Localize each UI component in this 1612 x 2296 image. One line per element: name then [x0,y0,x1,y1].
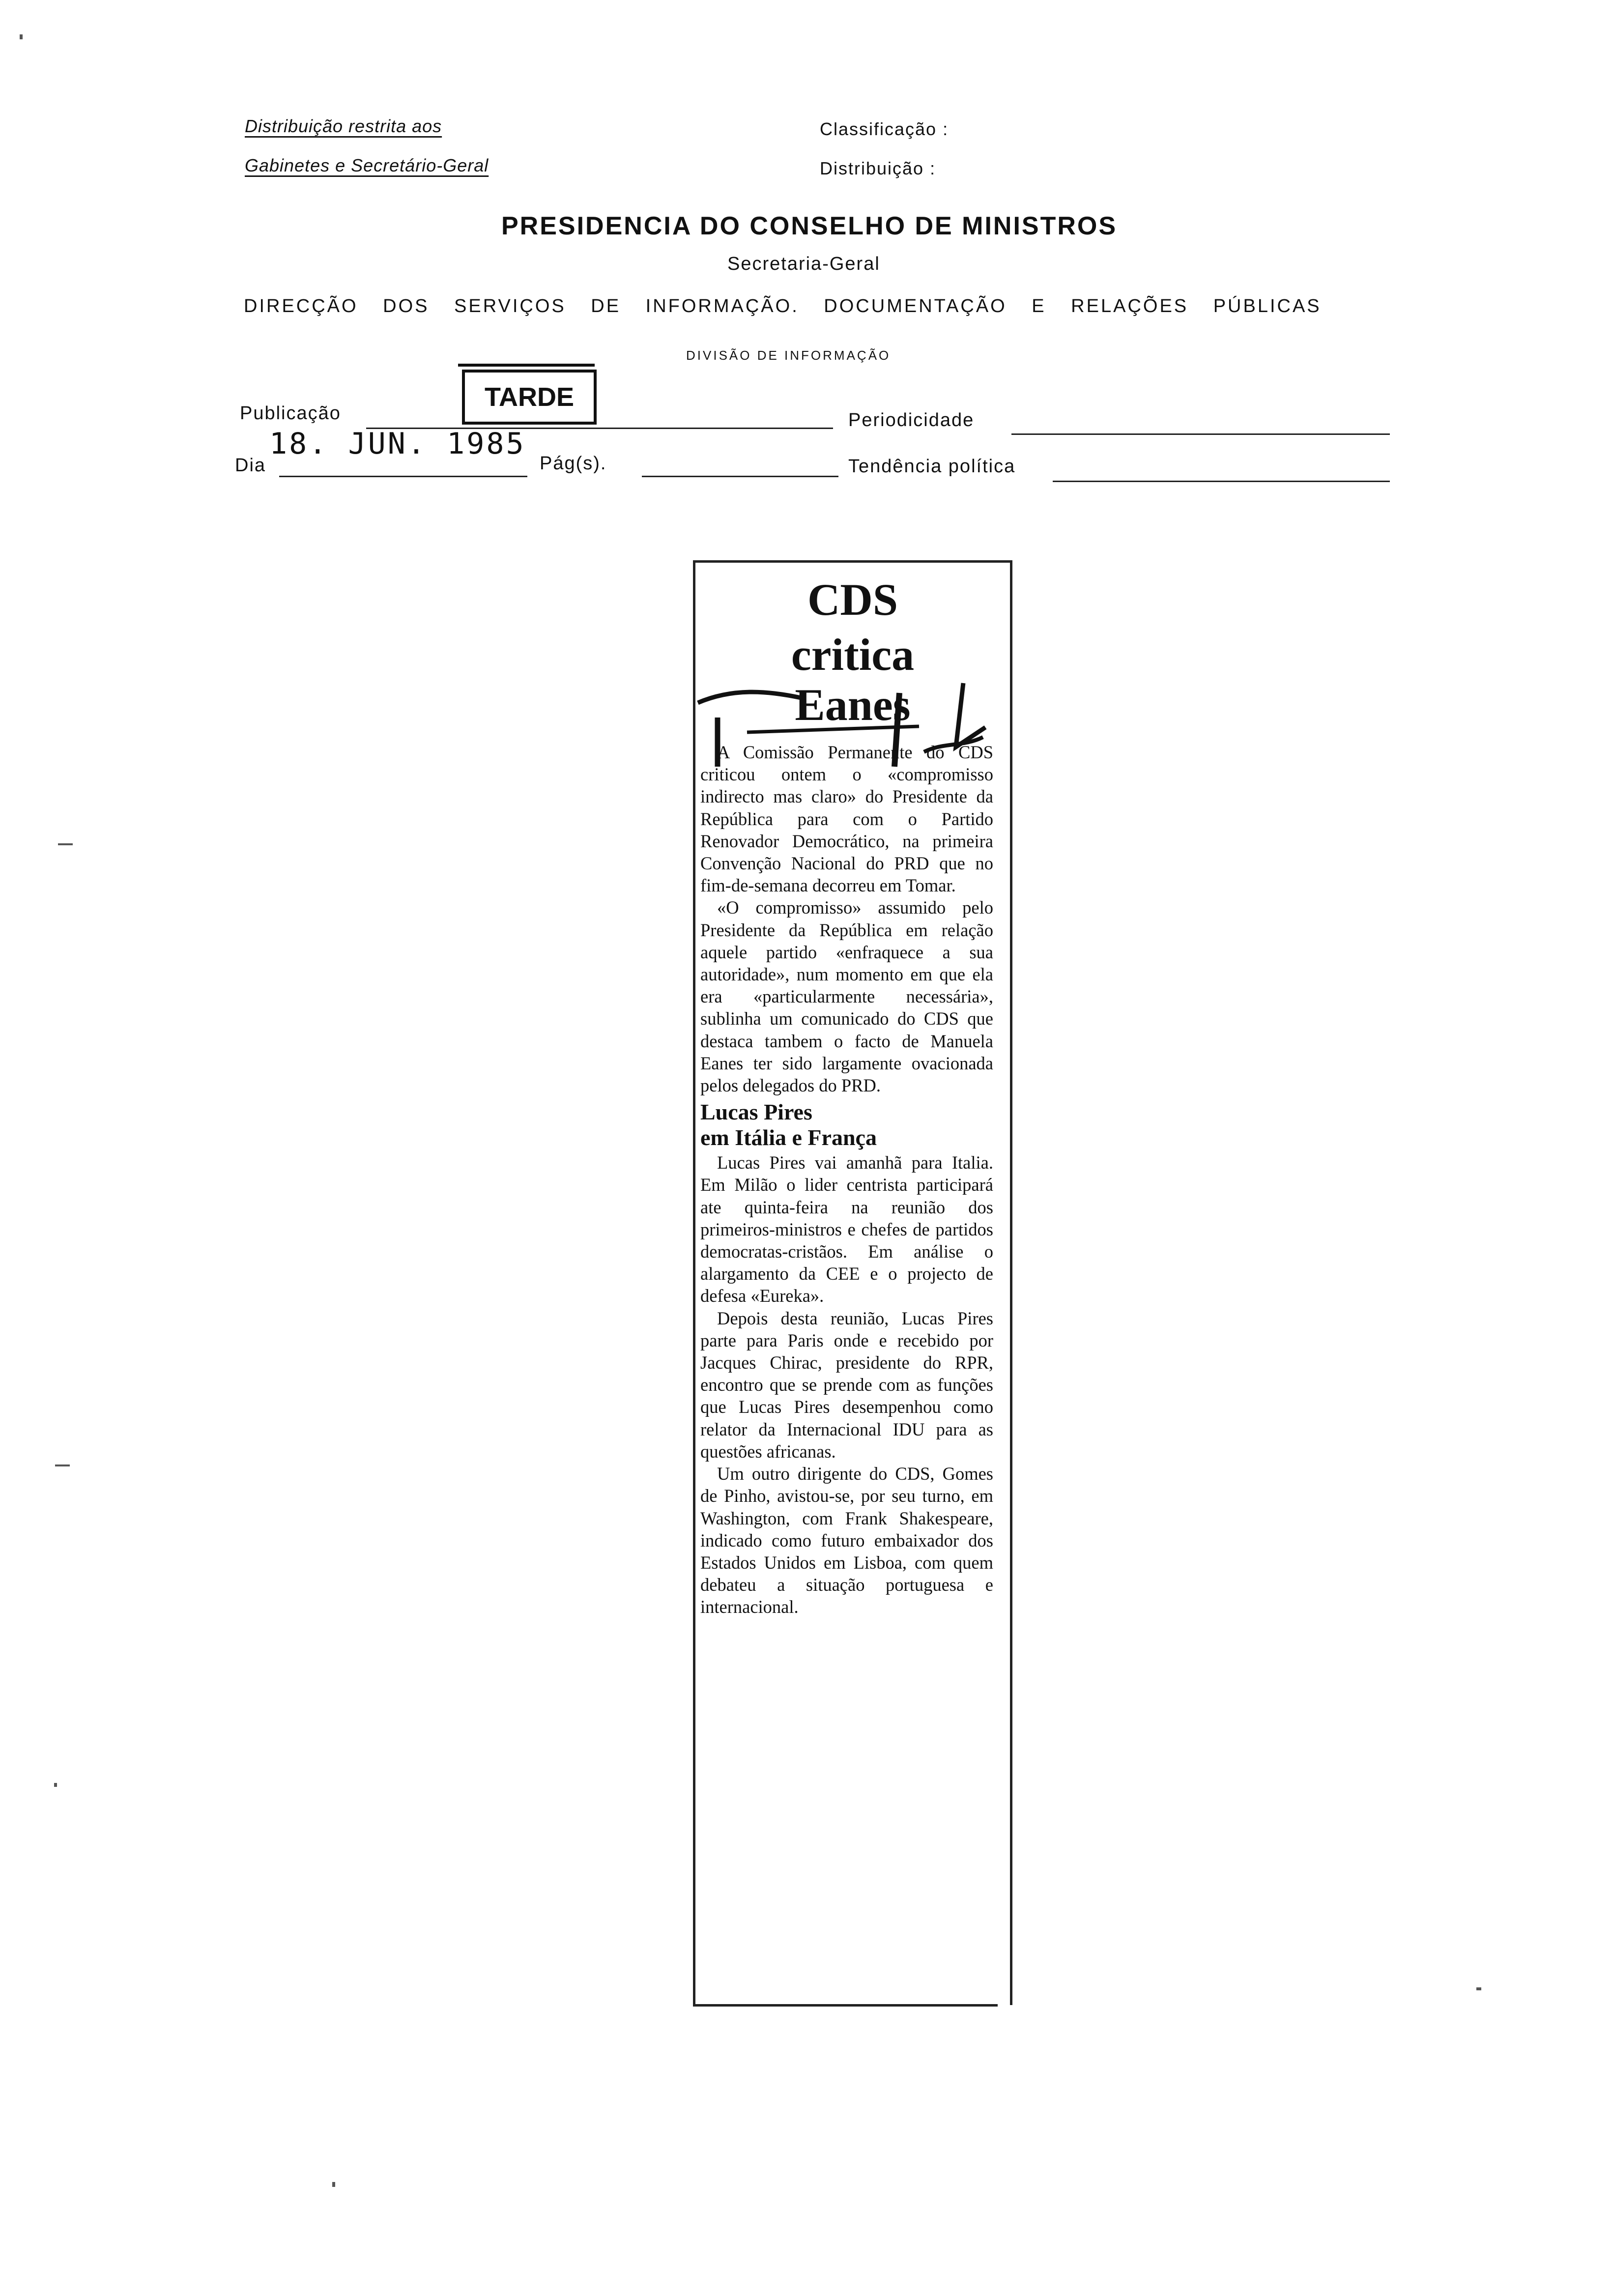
article-subhead-line2: em Itália e França [700,1125,877,1150]
article-paragraph: A Comissão Permanente do CDS criticou ontem o «compromisso indirecto mas claro» do Presidente da República para com o Partido Renovador Democrático, na primeira Convenção Nacional do PRD que no fim-de-semana decorreu em Tomar. [700,742,993,896]
scan-speck [1476,1987,1481,1990]
page-subtitle: Secretaria-Geral [727,254,880,274]
periodicity-field-line [1011,433,1390,435]
day-label: Dia [235,455,266,476]
publication-stamp-text: TARDE [485,382,574,412]
headline-line-2: critica [791,630,915,680]
clipping-bottom-border [693,2004,998,2007]
headline-line-3: Eanes [795,680,911,730]
day-field-line [279,476,527,477]
scan-speck [58,843,73,845]
article-paragraph: «O compromisso» assumido pelo Presidente da República em relação aquele partido «enfraquece a sua autoridade», num momento em que ela era «particularmente necessária», sublinha um comunicado do CDS que destaca tambem o facto de Manuela Eanes ter sido largamente ovacionada pelos delegados do PRD. [700,897,993,1096]
direction-line: DIRECÇÃO DOS SERVIÇOS DE INFORMAÇÃO. DOCUMENTAÇÃO E RELAÇÕES PÚBLICAS [244,296,1322,316]
article-body [700,741,993,1618]
scan-speck [20,34,23,39]
periodicity-label: Periodicidade [848,410,975,430]
article-subhead-line1: Lucas Pires [700,1099,812,1125]
scan-speck [54,1783,57,1787]
tendency-label: Tendência política [848,456,1016,477]
scan-speck [332,2182,335,2187]
classification-label: Classificação : [820,119,949,139]
division-line: DIVISÃO DE INFORMAÇÃO [686,348,891,363]
distribution-restriction-line1: Distribuição restrita aos [245,116,442,136]
article-paragraph: Lucas Pires vai amanhã para Italia. Em Milão o lider centrista participará ate quinta-feira na reunião dos primeiros-ministros e chefes de partidos democratas-cristãos. Em análise o alargamento da CEE e o projecto de defesa «Eureka». [700,1152,993,1306]
distribution-restriction-line2: Gabinetes e Secretário-Geral [245,155,489,175]
article-paragraph: Um outro dirigente do CDS, Gomes de Pinho, avistou-se, por seu turno, em Washington, com Frank Shakespeare, indicado como futuro embaixador dos Estados Unidos em Lisboa, com quem debateu a situação portuguesa e internacional. [700,1464,993,1617]
article-paragraph: Depois desta reunião, Lucas Pires parte para Paris onde e recebido por Jacques Chirac, presidente do RPR, encontro que se prende com as funções que Lucas Pires desempenhou como relator da Internacional IDU para as questões africanas. [700,1308,993,1462]
stamp-top-rule [458,364,595,367]
date-stamp: 18. JUN. 1985 [269,427,526,461]
page-title: PRESIDENCIA DO CONSELHO DE MINISTROS [501,212,1118,240]
pages-label: Pág(s). [540,453,607,474]
tendency-field-line [1053,481,1390,482]
distribution-label: Distribuição : [820,158,936,178]
headline-line-1: CDS [807,574,898,625]
article-subhead [700,1099,993,1150]
scan-speck [55,1464,70,1466]
publication-stamp [462,370,597,425]
publication-label: Publicação [240,403,341,424]
pages-field-line [642,476,838,477]
